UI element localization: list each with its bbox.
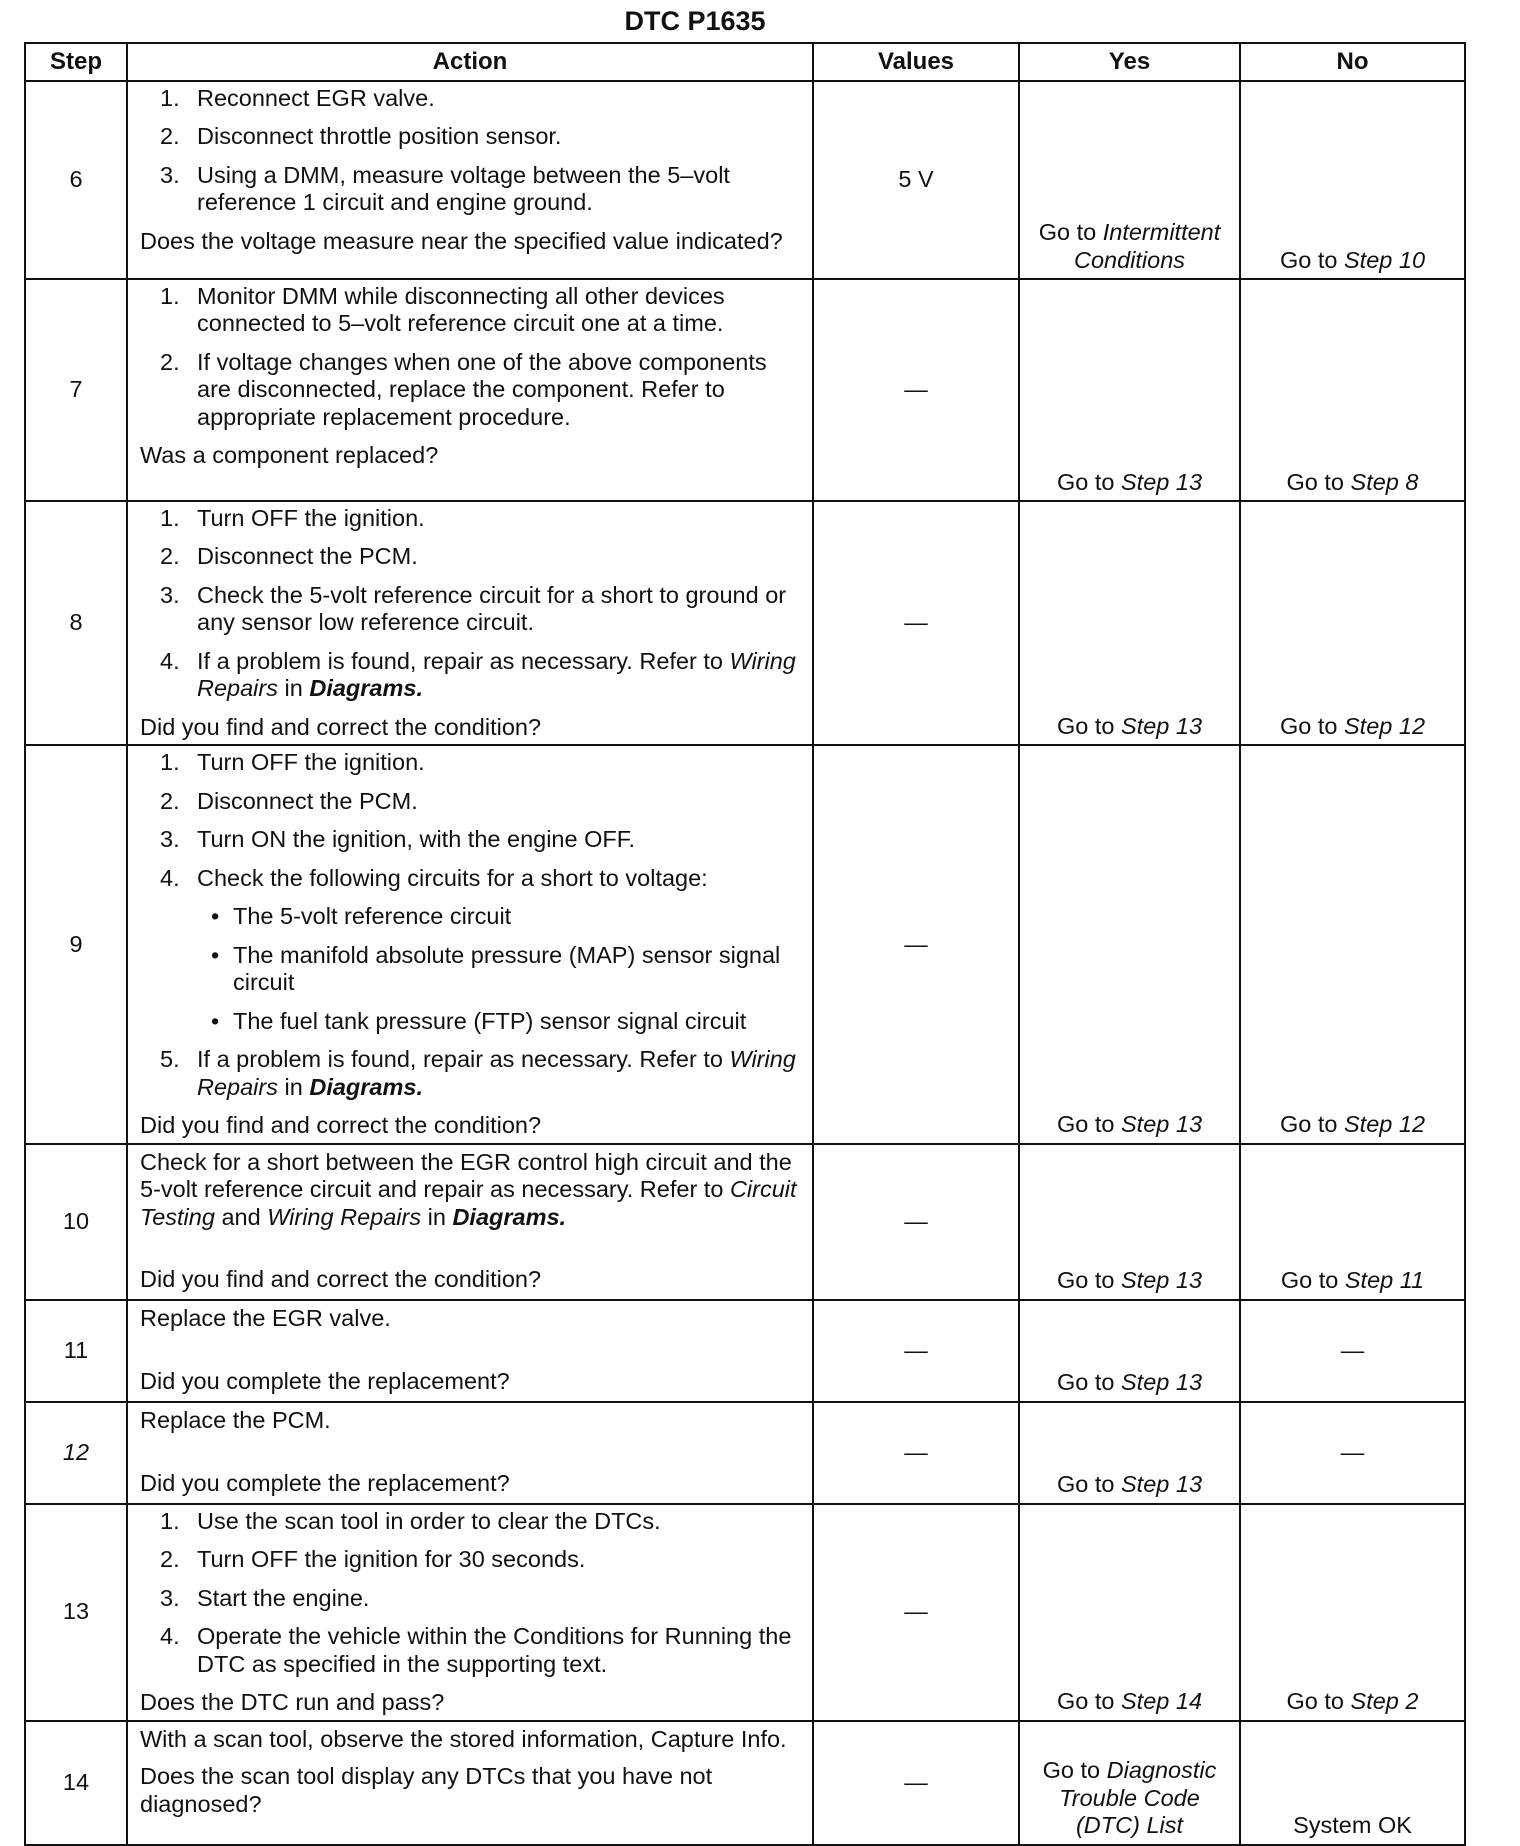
yes-prefix: Go to: [1056, 1369, 1115, 1396]
table-row: [25, 501, 1465, 745]
yes-cell: [1019, 1144, 1240, 1300]
circuit-item: • The manifold absolute pressure (MAP) sensor signal circuit: [197, 942, 802, 997]
action-item-text: If a problem is found, repair as necessary. Refer to: [197, 1046, 723, 1073]
circuit-list: [197, 903, 802, 1035]
action-item: [140, 648, 802, 703]
step-number: 10: [25, 1144, 127, 1300]
action-question: Does the DTC run and pass?: [140, 1689, 445, 1716]
action-item: 1. Turn OFF the ignition.: [140, 749, 802, 776]
action-cell: [127, 1721, 813, 1845]
action-item: 3. Using a DMM, measure voltage between the 5–volt reference 1 circuit and engine ground.: [140, 162, 802, 217]
table-row: [25, 1300, 1465, 1402]
action-text: Replace the PCM.: [140, 1406, 331, 1433]
action-text-body: Check for a short between the EGR control high circuit and the 5-volt reference circuit and repair as necessary. Refer to: [140, 1148, 792, 1203]
no-link[interactable]: Step 12: [1344, 712, 1426, 739]
yes-link[interactable]: Step 13: [1121, 1111, 1203, 1138]
step-number: 13: [25, 1504, 127, 1721]
action-cell: [127, 279, 813, 501]
refer-in: in: [284, 1073, 303, 1100]
yes-prefix: Go to: [1056, 1688, 1115, 1715]
action-question: Was a component replaced?: [140, 442, 439, 469]
step-number: 8: [25, 501, 127, 745]
yes-cell: [1019, 745, 1240, 1143]
value-cell: —: [813, 1504, 1019, 1721]
step-number: 9: [25, 745, 127, 1143]
no-prefix: Go to: [1279, 246, 1338, 273]
table-row: [25, 81, 1465, 279]
action-question: Does the scan tool display any DTCs that you have not diagnosed?: [140, 1763, 713, 1817]
no-prefix: Go to: [1280, 1267, 1339, 1294]
yes-prefix: Go to: [1038, 219, 1097, 246]
table-row: [25, 1402, 1465, 1504]
no-cell: —: [1240, 1300, 1465, 1402]
action-cell: [127, 1504, 813, 1721]
step-number: 11: [25, 1300, 127, 1402]
yes-prefix: Go to: [1056, 468, 1115, 495]
no-cell: [1240, 501, 1465, 745]
action-question: Did you find and correct the condition?: [140, 713, 542, 740]
no-cell: [1240, 279, 1465, 501]
action-cell: [127, 501, 813, 745]
action-item: 1. Monitor DMM while disconnecting all other devices connected to 5–volt reference circuit one at a time.: [140, 283, 802, 338]
diagrams-link[interactable]: Diagrams.: [309, 675, 423, 702]
table-row: [25, 1721, 1465, 1845]
yes-cell: [1019, 1504, 1240, 1721]
yes-cell: [1019, 1402, 1240, 1504]
no-link[interactable]: Step 10: [1344, 246, 1426, 273]
no-prefix: Go to: [1286, 1688, 1344, 1715]
no-cell: [1240, 1144, 1465, 1300]
action-item: 3. Turn ON the ignition, with the engine OFF.: [140, 826, 802, 853]
yes-link[interactable]: Step 13: [1121, 1267, 1203, 1294]
header-row: [25, 43, 1465, 81]
no-prefix: Go to: [1279, 1111, 1338, 1138]
header-action: Action: [127, 43, 813, 81]
yes-prefix: Go to: [1042, 1757, 1101, 1784]
action-item: 1. Turn OFF the ignition.: [140, 505, 802, 532]
action-cell: [127, 745, 813, 1143]
page-title: DTC P1635: [624, 6, 766, 36]
action-question: Did you find and correct the condition?: [140, 1266, 542, 1293]
header-values: Values: [813, 43, 1019, 81]
action-text: Replace the EGR valve.: [140, 1304, 391, 1331]
step-number: 14: [25, 1721, 127, 1845]
value-cell: —: [813, 1402, 1019, 1504]
action-text: [140, 1149, 802, 1231]
yes-prefix: Go to: [1056, 712, 1115, 739]
wiring-repairs-link[interactable]: Wiring Repairs: [197, 647, 796, 702]
refer-and: and: [221, 1203, 261, 1230]
yes-cell: [1019, 1721, 1240, 1845]
no-link[interactable]: Step 12: [1344, 1111, 1426, 1138]
action-list: [140, 1508, 802, 1678]
action-item: 4. Operate the vehicle within the Conditions for Running the DTC as specified in the supporting text.: [140, 1623, 802, 1678]
dtc-table: [24, 42, 1466, 1846]
wiring-repairs-link[interactable]: Wiring Repairs: [197, 1046, 796, 1100]
header-yes: Yes: [1019, 43, 1240, 81]
yes-cell: [1019, 1300, 1240, 1402]
diagrams-link[interactable]: Diagrams.: [452, 1203, 567, 1230]
action-item: 1. Use the scan tool in order to clear the DTCs.: [140, 1508, 802, 1535]
step-number: 7: [25, 279, 127, 501]
yes-prefix: Go to: [1056, 1471, 1115, 1498]
no-link[interactable]: Step 2: [1350, 1688, 1419, 1715]
action-item: 2. Disconnect throttle position sensor.: [140, 123, 802, 150]
action-item: 2. Turn OFF the ignition for 30 seconds.: [140, 1546, 802, 1573]
value-cell: —: [813, 1144, 1019, 1300]
yes-link[interactable]: Step 13: [1121, 1369, 1203, 1396]
action-list: [140, 283, 802, 431]
value-cell: —: [813, 745, 1019, 1143]
value-cell: —: [813, 1721, 1019, 1845]
action-list: [140, 505, 802, 703]
yes-cell: [1019, 81, 1240, 279]
table-row: [25, 1144, 1465, 1300]
no-prefix: Go to: [1279, 712, 1338, 739]
yes-cell: [1019, 501, 1240, 745]
header-step: Step: [25, 43, 127, 81]
action-question: Did you find and correct the condition?: [140, 1112, 542, 1139]
action-question: Did you complete the replacement?: [140, 1368, 510, 1395]
action-item-text: If a problem is found, repair as necessary. Refer to: [197, 647, 723, 674]
action-list: [140, 749, 802, 1101]
no-cell: —: [1240, 1402, 1465, 1504]
action-item: 3. Check the 5-volt reference circuit for a short to ground or any sensor low reference circuit.: [140, 582, 802, 637]
refer-in: in: [427, 1203, 446, 1230]
header-no: No: [1240, 43, 1465, 81]
circuit-item: • The fuel tank pressure (FTP) sensor signal circuit: [197, 1008, 802, 1035]
action-item: 2. Disconnect the PCM.: [140, 788, 802, 815]
action-item: 3. Start the engine.: [140, 1585, 802, 1612]
table-row: [25, 1504, 1465, 1721]
circuit-testing-link[interactable]: Circuit Testing: [140, 1176, 797, 1230]
circuit-item: • The 5-volt reference circuit: [197, 903, 802, 930]
no-link[interactable]: Step 8: [1350, 468, 1419, 495]
yes-link[interactable]: Intermittent Conditions: [1073, 219, 1221, 273]
action-cell: [127, 1144, 813, 1300]
yes-link[interactable]: Diagnostic Trouble Code (DTC) List: [1059, 1757, 1217, 1839]
no-cell: System OK: [1240, 1721, 1465, 1845]
action-cell: [127, 1300, 813, 1402]
yes-cell: [1019, 279, 1240, 501]
wiring-repairs-link[interactable]: Wiring Repairs: [267, 1203, 422, 1230]
value-cell: —: [813, 1300, 1019, 1402]
step-number: 12: [25, 1402, 127, 1504]
action-item: 2. Disconnect the PCM.: [140, 543, 802, 570]
action-question: Did you complete the replacement?: [140, 1470, 510, 1497]
yes-link[interactable]: Step 13: [1121, 468, 1203, 495]
action-text: With a scan tool, observe the stored information, Capture Info.: [140, 1725, 787, 1752]
value-cell: 5 V: [813, 81, 1019, 279]
action-list: [140, 85, 802, 217]
action-item-text: Check the following circuits for a short to voltage:: [197, 864, 708, 891]
action-item: 2. If voltage changes when one of the above components are disconnected, replace the component. Refer to appropriate replacement procedure.: [140, 349, 802, 431]
no-cell: [1240, 1504, 1465, 1721]
action-item: [140, 865, 802, 1035]
action-item: [140, 1046, 802, 1101]
diagrams-link[interactable]: Diagrams.: [309, 1073, 423, 1100]
yes-link[interactable]: Step 13: [1121, 712, 1203, 739]
value-cell: —: [813, 501, 1019, 745]
no-prefix: Go to: [1286, 468, 1344, 495]
yes-prefix: Go to: [1056, 1267, 1115, 1294]
action-item: 1. Reconnect EGR valve.: [140, 85, 802, 112]
action-question: Does the voltage measure near the specified value indicated?: [140, 227, 783, 254]
no-cell: [1240, 81, 1465, 279]
yes-prefix: Go to: [1056, 1111, 1115, 1138]
table-row: [25, 745, 1465, 1143]
value-cell: —: [813, 279, 1019, 501]
action-cell: [127, 1402, 813, 1504]
table-row: [25, 279, 1465, 501]
step-number: 6: [25, 81, 127, 279]
no-cell: [1240, 745, 1465, 1143]
no-link[interactable]: Step 11: [1344, 1267, 1425, 1294]
yes-link[interactable]: Step 14: [1121, 1688, 1203, 1715]
yes-link[interactable]: Step 13: [1121, 1471, 1203, 1498]
action-cell: [127, 81, 813, 279]
refer-in: in: [284, 675, 303, 702]
